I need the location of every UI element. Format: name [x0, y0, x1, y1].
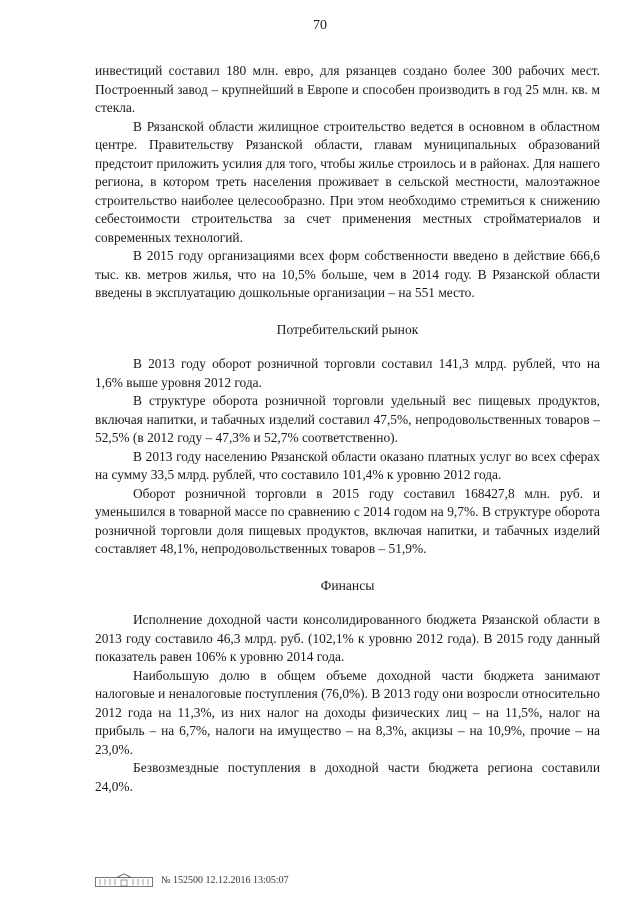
section-heading-finance: Финансы	[320, 577, 375, 593]
document-body	[95, 62, 600, 796]
section-heading-consumer-market: Потребительский рынок	[276, 321, 419, 337]
paragraph: инвестиций составил 180 млн. евро, для рязанцев создано более 300 рабочих мест. Построенный завод – крупнейший в Европе и способен производить в год 25 млн. кв. м стекла.	[95, 63, 600, 115]
paragraph: В 2015 году организациями всех форм собственности введено в действие 666,6 тыс. кв. метров жилья, что на 10,5% больше, чем в 2014 году. В Рязанской области введены в эксплуатацию дошкольные организации – на 551 место.	[95, 248, 600, 300]
building-stamp-icon	[95, 873, 153, 887]
paragraph: Оборот розничной торговли в 2015 году составил 168427,8 млн. руб. и уменьшился в товарной массе по сравнению с 2014 годом на 9,7%. В структуре оборота розничной торговли доля пищевых продуктов, включая напитки, и табачных изделий составляет 48,1%, непродовольственных товаров – 51,9%.	[95, 485, 600, 556]
paragraph: В Рязанской области жилищное строительство ведется в основном в областном центре. Правительству Рязанской области, главам муниципальных образований предстоит приложить усилия для того, чтобы жилье строилось и в районах. Для нашего региона, в котором треть населения проживает в сельской местности, малоэтажное строительство наиболее целесообразно. При этом необходимо стремиться к снижению себестоимости строительства за счет применения местных стройматериалов и современных технологий.	[95, 118, 600, 245]
paragraph: В 2013 году оборот розничной торговли составил 141,3 млрд. рублей, что на 1,6% выше уровня 2012 года.	[95, 356, 600, 390]
paragraph: Наибольшую долю в общем объеме доходной части бюджета занимают налоговые и неналоговые поступления (76,0%). В 2013 году они возросли относительно 2012 года на 11,3%, из них налог на доходы физических лиц – на 11,5%, налог на прибыль – на 6,7%, налоги на имущество – на 8,3%, акцизы – на 10,9%, прочие – на 23,0%.	[95, 667, 600, 757]
stamp-number-timestamp: № 152500 12.12.2016 13:05:07	[161, 874, 289, 886]
page-number: 70	[313, 18, 327, 33]
document-stamp	[95, 872, 289, 888]
paragraph: В структуре оборота розничной торговли удельный вес пищевых продуктов, включая напитки, и табачных изделий составил 47,5%, непродовольственных товаров – 52,5% (в 2012 году – 47,3% и 52,7% соответственно).	[95, 393, 600, 445]
paragraph: Исполнение доходной части консолидированного бюджета Рязанской области в 2013 году составило 46,3 млрд. руб. (102,1% к уровню 2012 года). В 2015 году данный показатель равен 106% к уровню 2014 года.	[95, 612, 600, 664]
paragraph: В 2013 году населению Рязанской области оказано платных услуг во всех сферах на сумму 33,5 млрд. рублей, что составило 101,4% к уровню 2012 года.	[95, 448, 600, 482]
paragraph: Безвозмездные поступления в доходной части бюджета региона составили 24,0%.	[95, 760, 600, 794]
